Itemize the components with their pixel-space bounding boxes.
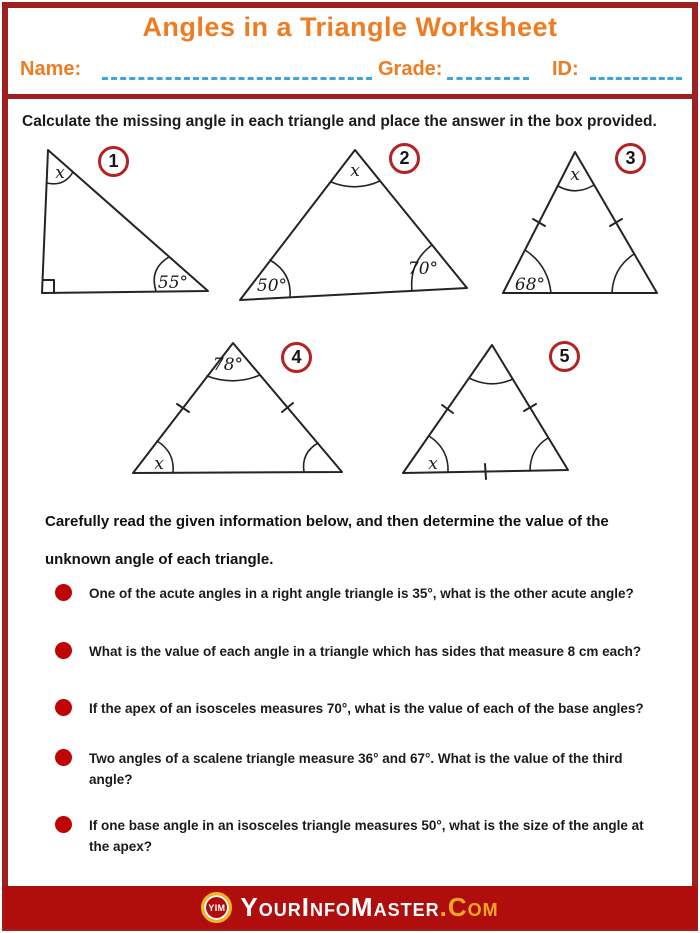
- triangle-5-base-tick: [485, 464, 486, 479]
- question-item-5: [55, 815, 665, 857]
- instruction-text: Calculate the missing angle in each triangle and place the answer in the box provided.: [22, 113, 657, 130]
- triangle-3-number-badge: 3: [615, 143, 646, 174]
- id-label: ID:: [552, 58, 579, 80]
- triangle-3-apex-label: x: [570, 165, 580, 185]
- triangle-3-left-tick: [533, 219, 545, 226]
- triangle-5-bottom-left-label: x: [428, 454, 438, 474]
- triangle-4-bottom-left-label: x: [154, 454, 164, 474]
- triangle-5-apex-arc: [469, 378, 513, 384]
- triangle-2-bottom-right-label: 70°: [407, 259, 439, 279]
- triangle-4-number-badge: 4: [281, 342, 312, 373]
- question-text: If one base angle in an isosceles triangle measures 50°, what is the size of the angle at the apex?: [89, 818, 644, 854]
- question-text: What is the value of each angle in a triangle which has sides that measure 8 cm each?: [89, 644, 642, 659]
- footer-brand-link[interactable]: [240, 892, 498, 923]
- brand-name: YourInfoMaster: [240, 892, 440, 922]
- bullet-icon: [55, 642, 72, 659]
- triangle-1-apex-label: x: [55, 163, 65, 183]
- triangle-4-left-tick: [177, 404, 189, 412]
- footer-bar: [3, 886, 697, 929]
- triangle-1-bottom-right-label: 55°: [157, 273, 189, 293]
- header-divider: [6, 94, 694, 99]
- bullet-icon: [55, 816, 72, 833]
- triangle-2-number-badge: 2: [389, 143, 420, 174]
- question-text: One of the acute angles in a right angle triangle is 35°, what is the other acute angle?: [89, 586, 634, 601]
- triangle-3-apex-arc: [558, 185, 594, 191]
- question-item-1: [55, 583, 665, 604]
- triangle-4-apex-label: 78°: [212, 355, 244, 375]
- triangle-2-figure: [233, 143, 473, 305]
- triangle-4-bottom-right-arc: [304, 443, 318, 472]
- bullet-icon: [55, 749, 72, 766]
- question-item-4: [55, 748, 665, 790]
- triangle-2-apex-label: x: [350, 161, 360, 181]
- name-label: Name:: [20, 58, 82, 80]
- triangle-2-bottom-left-label: 50°: [256, 276, 288, 296]
- triangle-5-right-tick: [524, 404, 536, 411]
- question-text: If the apex of an isosceles measures 70°, what is the value of each of the base angles?: [89, 701, 644, 716]
- bullet-icon: [55, 584, 72, 601]
- section2-heading: [45, 503, 655, 579]
- triangle-4-figure: [112, 333, 357, 485]
- page-title: Angles in a Triangle Worksheet: [142, 12, 558, 42]
- triangle-5-left-tick: [442, 405, 453, 413]
- triangle-5-bottom-right-arc: [530, 438, 548, 471]
- name-input-line[interactable]: [102, 77, 372, 80]
- triangle-3-bottom-right-arc: [612, 254, 634, 293]
- question-item-2: [55, 641, 665, 662]
- section2-line2: unknown angle of each triangle.: [45, 551, 274, 568]
- triangle-2-apex-arc: [331, 181, 380, 187]
- triangle-4-apex-arc: [207, 375, 260, 381]
- bullet-icon: [55, 699, 72, 716]
- yim-logo-text: YIM: [208, 902, 226, 913]
- grade-input-line[interactable]: [447, 77, 529, 80]
- question-text: Two angles of a scalene triangle measure 36° and 67°. What is the value of the third angle?: [89, 751, 623, 787]
- triangle-3-right-tick: [610, 219, 622, 226]
- triangle-3-bottom-left-label: 68°: [514, 275, 546, 295]
- triangle-5-number-badge: 5: [549, 341, 580, 372]
- yim-logo-icon: [201, 892, 232, 923]
- question-item-3: [55, 698, 665, 719]
- brand-domain: .Com: [439, 892, 499, 922]
- grade-label: Grade:: [378, 58, 443, 80]
- triangle-1-number-badge: 1: [98, 146, 129, 177]
- triangle-1-right-angle-marker: [43, 280, 54, 293]
- section2-line1: Carefully read the given information below, and then determine the value of the: [45, 513, 609, 530]
- id-input-line[interactable]: [590, 77, 682, 80]
